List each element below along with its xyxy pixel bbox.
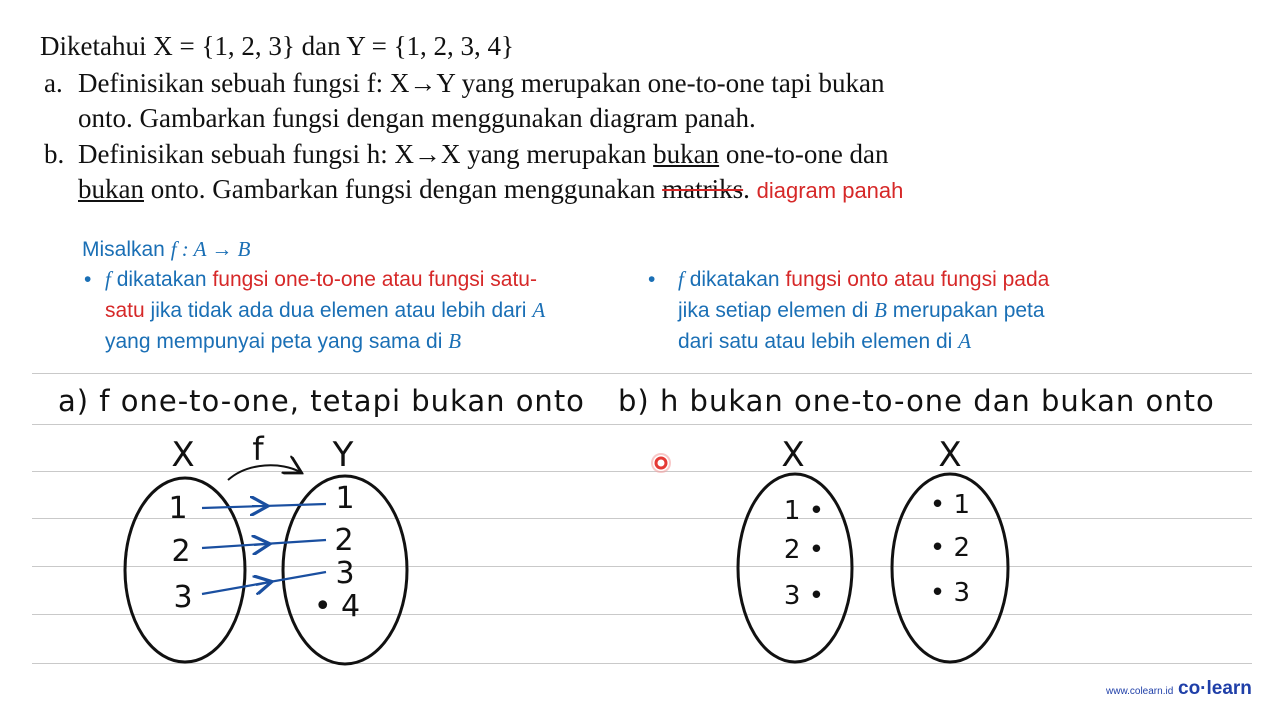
diagram-b-codomain-label: X (938, 435, 962, 475)
domain-element: 1 (168, 491, 188, 526)
codomain-element: 3 (335, 556, 355, 591)
function-mapping-arrow (228, 465, 300, 480)
pointer-cursor-icon (656, 458, 666, 468)
one-to-one-l1b: fungsi one-to-one atau fungsi satu- (212, 268, 537, 291)
codomain-element: • 4 (313, 589, 361, 624)
part-a-line2: onto. Gambarkan fungsi dengan menggunakan diagram panah. (78, 103, 756, 133)
bullet-one-to-one: • (84, 268, 92, 291)
definitions-intro-word: Misalkan (82, 238, 165, 261)
one-to-one-l3a: yang mempunyai peta yang sama di (105, 330, 443, 353)
onto-l3a: dari satu atau lebih elemen di (678, 330, 953, 353)
one-to-one-l1a: dikatakan (116, 268, 207, 291)
part-b-heading: b) h bukan one-to-one dan bukan onto (618, 384, 1215, 418)
part-b-marker: b. (44, 139, 65, 169)
domain-element: 1 • (783, 496, 825, 526)
codomain-element: • 2 (929, 533, 971, 563)
handwritten-correction: diagram panah (756, 178, 904, 203)
bullet-onto: • (648, 268, 656, 291)
onto-l3b: A (958, 329, 972, 353)
domain-element: 2 • (783, 535, 825, 565)
part-a-line1: Definisikan sebuah fungsi f: X→Y yang merupakan one-to-one tapi bukan (78, 68, 885, 98)
domain-element: 3 • (783, 581, 825, 611)
one-to-one-f: f (105, 267, 111, 291)
codomain-element: • 1 (929, 490, 971, 520)
part-b-line2-text: onto. Gambarkan fungsi dengan menggunakan (150, 174, 656, 204)
onto-f: f (678, 267, 684, 291)
onto-l2c: merupakan peta (892, 299, 1045, 322)
one-to-one-l2c: A (532, 298, 546, 322)
diagram-b-domain-label: X (781, 435, 805, 475)
part-b-line1-end: one-to-one dan (725, 139, 889, 169)
footer-url[interactable]: www.colearn.id (1106, 686, 1174, 697)
domain-element: 3 (173, 580, 193, 615)
part-a-heading: a) f one-to-one, tetapi bukan onto (58, 384, 585, 418)
one-to-one-l2a: satu (105, 299, 145, 322)
diagram-a-function-label: f (252, 430, 264, 468)
codomain-element: 2 (334, 523, 354, 558)
codomain-element: • 3 (929, 578, 971, 608)
diagram-a-codomain-label: Y (332, 435, 354, 475)
codomain-element: 1 (335, 481, 355, 516)
definitions-intro-math: f : A → B (170, 237, 251, 261)
domain-element: 2 (171, 534, 191, 569)
one-to-one-l2b: jika tidak ada dua elemen atau lebih dari (150, 299, 527, 322)
part-b-line2-underlined: bukan (78, 174, 144, 204)
one-to-one-l3b: B (448, 329, 462, 353)
part-b-line1-text: Definisikan sebuah fungsi h: X→X yang merupakan (78, 139, 647, 169)
brand-logo: co·learn (1178, 678, 1252, 699)
onto-l1b: fungsi onto atau fungsi pada (785, 268, 1050, 291)
onto-l2a: jika setiap elemen di (678, 299, 869, 322)
onto-l1a: dikatakan (689, 268, 780, 291)
part-a-marker: a. (44, 68, 63, 98)
part-b-line2-dot: . (743, 174, 750, 204)
question-intro: Diketahui X = {1, 2, 3} dan Y = {1, 2, 3, 4} (40, 31, 514, 61)
struck-word: matriks (662, 174, 744, 204)
part-b-line1-underlined: bukan (653, 139, 720, 169)
onto-l2b: B (874, 298, 887, 322)
diagram-a-domain-label: X (171, 435, 195, 475)
arrow-head (254, 544, 268, 545)
